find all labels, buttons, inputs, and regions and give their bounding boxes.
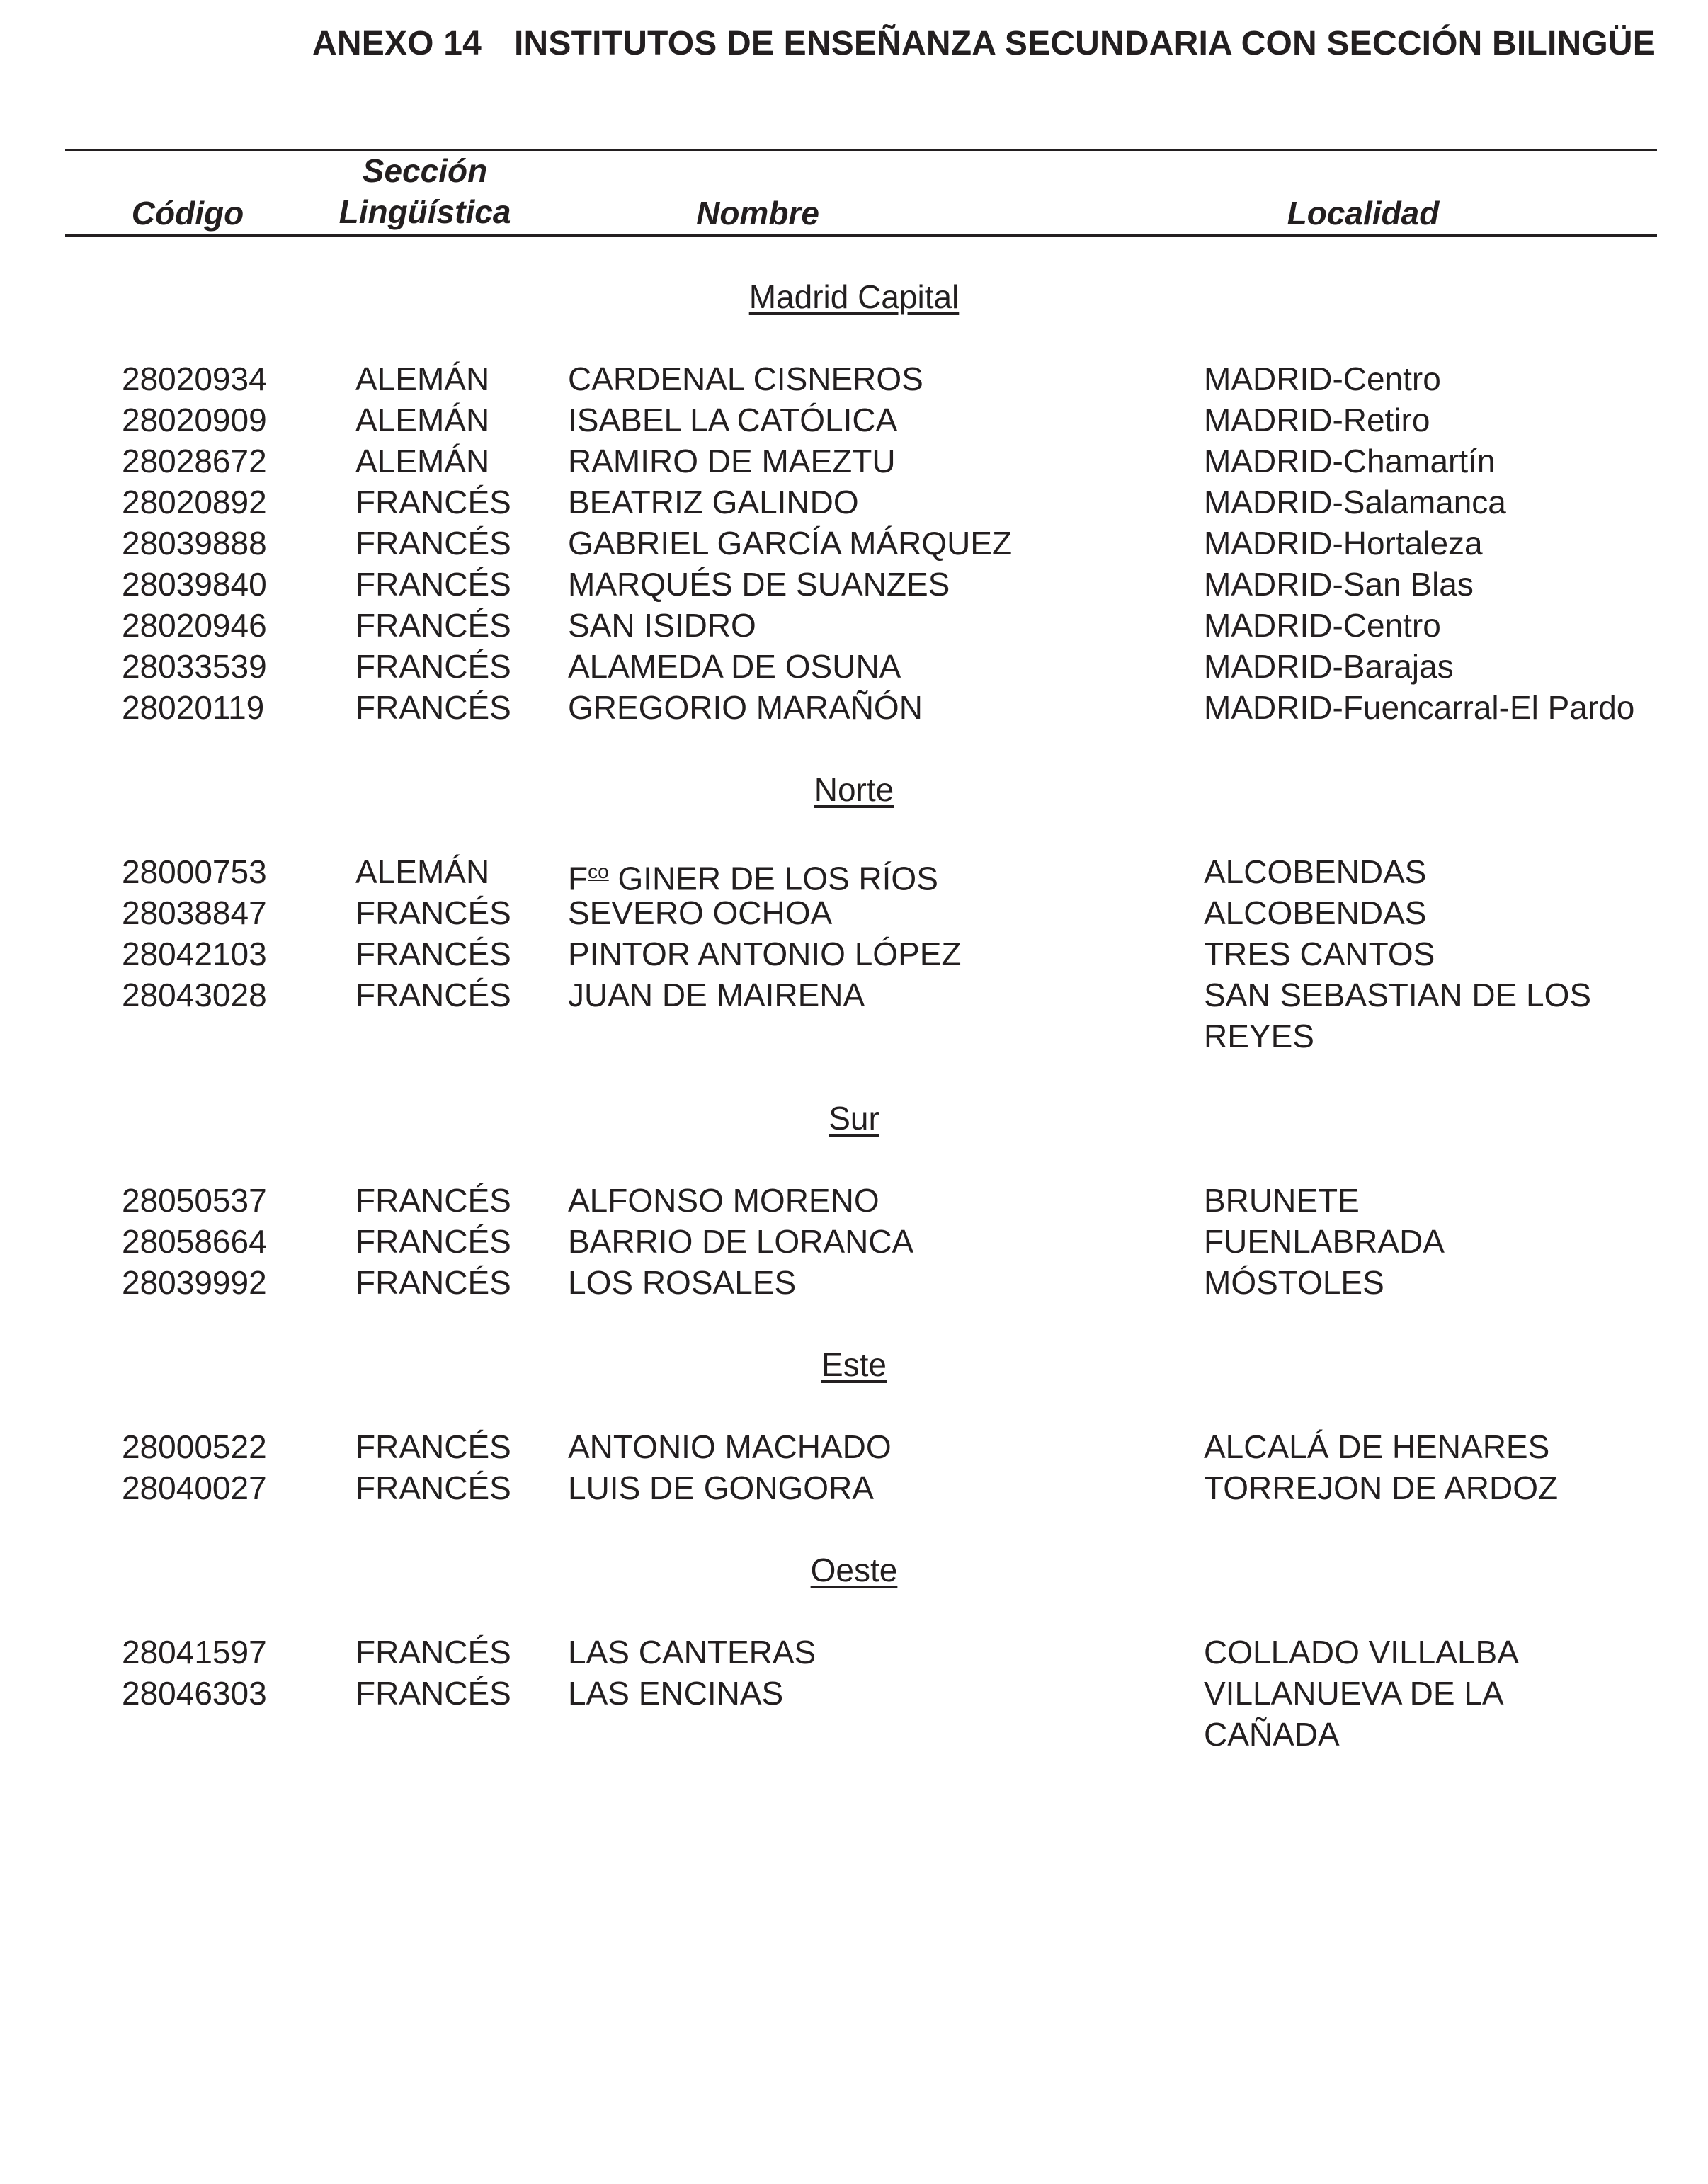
table-row xyxy=(0,892,1708,933)
code-cell: 28040027 xyxy=(122,1469,267,1506)
code-cell: 28020909 xyxy=(122,402,267,438)
region-title xyxy=(0,1098,1708,1139)
section-cell: FRANCÉS xyxy=(355,1469,511,1506)
locality-cell: MADRID-Barajas xyxy=(1204,648,1454,685)
name-cell: ISABEL LA CATÓLICA xyxy=(568,402,898,438)
region-title-text: Este xyxy=(821,1346,887,1383)
name-cell: LUIS DE GONGORA xyxy=(568,1469,874,1506)
section-cell: FRANCÉS xyxy=(355,525,511,562)
table-row xyxy=(0,605,1708,646)
region-section xyxy=(0,769,1708,1057)
locality-cell: MADRID-Chamartín xyxy=(1204,443,1496,479)
region-title-text: Sur xyxy=(829,1100,879,1137)
code-cell: 28028672 xyxy=(122,443,267,479)
name-cell: CARDENAL CISNEROS xyxy=(568,360,923,397)
code-cell: 28039840 xyxy=(122,566,267,603)
table-row xyxy=(0,974,1708,1057)
name-cell: RAMIRO DE MAEZTU xyxy=(568,443,896,479)
locality-cell: MADRID-Retiro xyxy=(1204,402,1430,438)
region-section xyxy=(0,1344,1708,1508)
locality-cell: MADRID-Fuencarral-El Pardo xyxy=(1204,689,1635,726)
table-row xyxy=(0,358,1708,399)
region-title xyxy=(0,1344,1708,1385)
section-cell: FRANCÉS xyxy=(355,935,511,972)
locality-cell: MÓSTOLES xyxy=(1204,1264,1384,1301)
header-top-rule xyxy=(65,149,1657,151)
name-cell: ALAMEDA DE OSUNA xyxy=(568,648,901,685)
region-title-text: Norte xyxy=(814,771,894,808)
table-row xyxy=(0,646,1708,687)
code-cell: 28020892 xyxy=(122,484,267,521)
name-cell: JUAN DE MAIRENA xyxy=(568,977,865,1013)
locality-cell: MADRID-Salamanca xyxy=(1204,484,1506,521)
section-cell: FRANCÉS xyxy=(355,894,511,931)
section-cell: FRANCÉS xyxy=(355,484,511,521)
locality-cell: SAN SEBASTIAN DE LOS REYES xyxy=(1204,977,1592,1054)
name-cell: LAS ENCINAS xyxy=(568,1675,784,1712)
region-section xyxy=(0,276,1708,728)
region-title-text: Oeste xyxy=(810,1552,898,1588)
column-header-seccion-line1: Sección xyxy=(362,152,488,189)
locality-cell: MADRID-Centro xyxy=(1204,607,1441,644)
code-cell: 28039992 xyxy=(122,1264,267,1301)
institutes-list xyxy=(0,276,1708,1796)
column-header-seccion-line2: Lingüística xyxy=(338,193,511,230)
section-cell: FRANCÉS xyxy=(355,1634,511,1671)
section-cell: ALEMÁN xyxy=(355,853,490,890)
name-cell: SEVERO OCHOA xyxy=(568,894,833,931)
locality-cell: COLLADO VILLALBA xyxy=(1204,1634,1519,1671)
column-header-nombre: Nombre xyxy=(696,195,819,232)
table-row xyxy=(0,1221,1708,1262)
locality-cell: BRUNETE xyxy=(1204,1182,1360,1219)
table-row xyxy=(0,933,1708,974)
code-cell: 28038847 xyxy=(122,894,267,931)
code-cell: 28000522 xyxy=(122,1428,267,1465)
table-row xyxy=(0,440,1708,482)
code-cell: 28046303 xyxy=(122,1675,267,1712)
table-row xyxy=(0,523,1708,564)
locality-cell: MADRID-Hortaleza xyxy=(1204,525,1483,562)
document-title xyxy=(312,24,1656,63)
section-cell: FRANCÉS xyxy=(355,1675,511,1712)
column-header-localidad: Localidad xyxy=(1287,195,1440,232)
annex-title: INSTITUTOS DE ENSEÑANZA SECUNDARIA CON SECCIÓN BILINGÜE xyxy=(514,25,1656,62)
section-cell: FRANCÉS xyxy=(355,566,511,603)
region-title xyxy=(0,1549,1708,1591)
section-cell: FRANCÉS xyxy=(355,648,511,685)
name-cell: PINTOR ANTONIO LÓPEZ xyxy=(568,935,962,972)
section-cell: FRANCÉS xyxy=(355,977,511,1013)
header-bottom-rule xyxy=(65,234,1657,237)
table-row xyxy=(0,482,1708,523)
table-row xyxy=(0,564,1708,605)
code-cell: 28058664 xyxy=(122,1223,267,1260)
table-row xyxy=(0,1180,1708,1221)
name-cell: MARQUÉS DE SUANZES xyxy=(568,566,950,603)
name-cell: BEATRIZ GALINDO xyxy=(568,484,859,521)
code-cell: 28020119 xyxy=(122,689,265,726)
name-cell: SAN ISIDRO xyxy=(568,607,756,644)
code-cell: 28050537 xyxy=(122,1182,267,1219)
locality-cell: MADRID-San Blas xyxy=(1204,566,1474,603)
code-cell: 28033539 xyxy=(122,648,267,685)
section-cell: FRANCÉS xyxy=(355,689,511,726)
section-cell: FRANCÉS xyxy=(355,1223,511,1260)
name-cell: LAS CANTERAS xyxy=(568,1634,816,1671)
table-row xyxy=(0,399,1708,440)
section-cell: ALEMÁN xyxy=(355,360,490,397)
column-header-codigo: Código xyxy=(131,195,244,232)
name-cell: LOS ROSALES xyxy=(568,1264,797,1301)
locality-cell: ALCOBENDAS xyxy=(1204,853,1427,890)
name-cell: ALFONSO MORENO xyxy=(568,1182,879,1219)
section-cell: FRANCÉS xyxy=(355,1182,511,1219)
locality-cell: FUENLABRADA xyxy=(1204,1223,1445,1260)
table-row xyxy=(0,1632,1708,1673)
code-cell: 28043028 xyxy=(122,977,267,1013)
code-cell: 28020946 xyxy=(122,607,267,644)
region-title xyxy=(0,769,1708,810)
section-cell: ALEMÁN xyxy=(355,402,490,438)
locality-cell: VILLANUEVA DE LA CAÑADA xyxy=(1204,1675,1503,1753)
locality-cell: ALCALÁ DE HENARES xyxy=(1204,1428,1550,1465)
table-row xyxy=(0,1673,1708,1755)
name-cell: GABRIEL GARCÍA MÁRQUEZ xyxy=(568,525,1013,562)
region-title-text: Madrid Capital xyxy=(748,278,960,315)
locality-cell: ALCOBENDAS xyxy=(1204,894,1427,931)
section-cell: ALEMÁN xyxy=(355,443,490,479)
table-row xyxy=(0,851,1708,897)
name-cell: BARRIO DE LORANCA xyxy=(568,1223,914,1260)
region-section xyxy=(0,1098,1708,1303)
annex-number: ANEXO 14 xyxy=(312,25,482,62)
locality-cell: MADRID-Centro xyxy=(1204,360,1441,397)
code-cell: 28020934 xyxy=(122,360,267,397)
region-title xyxy=(0,276,1708,317)
code-cell: 28042103 xyxy=(122,935,267,972)
name-cell: $F^{co}$ GINER DE LOS RÍOS xyxy=(568,860,938,897)
table-row xyxy=(0,1467,1708,1508)
table-row xyxy=(0,687,1708,728)
code-cell: 28039888 xyxy=(122,525,267,562)
code-cell: 28041597 xyxy=(122,1634,267,1671)
section-cell: FRANCÉS xyxy=(355,607,511,644)
code-cell: 28000753 xyxy=(122,853,267,890)
locality-cell: TRES CANTOS xyxy=(1204,935,1435,972)
name-cell: GREGORIO MARAÑÓN xyxy=(568,689,923,726)
table-row xyxy=(0,1426,1708,1467)
column-header-seccion xyxy=(312,150,538,232)
name-cell: ANTONIO MACHADO xyxy=(568,1428,892,1465)
region-section xyxy=(0,1549,1708,1755)
table-row xyxy=(0,1262,1708,1303)
section-cell: FRANCÉS xyxy=(355,1428,511,1465)
section-cell: FRANCÉS xyxy=(355,1264,511,1301)
locality-cell: TORREJON DE ARDOZ xyxy=(1204,1469,1559,1506)
